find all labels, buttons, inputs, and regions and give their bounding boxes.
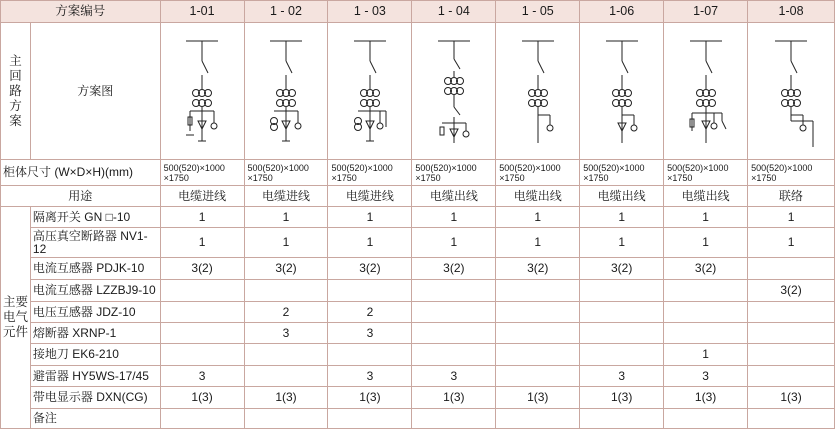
scheme-number: 1 - 04 [412, 1, 496, 23]
component-qty [244, 344, 328, 366]
scheme-number: 1-07 [664, 1, 748, 23]
scheme-number: 1-08 [748, 1, 835, 23]
single-line-diagram-icon [256, 31, 316, 151]
component-qty [580, 280, 664, 302]
component-qty [748, 302, 835, 323]
component-qty [328, 280, 412, 302]
scheme-number: 1-06 [580, 1, 664, 23]
scheme-diagram [580, 23, 664, 160]
scheme-number: 1 - 05 [496, 1, 580, 23]
size-value: 500(520)×1000 ×1750 [580, 160, 664, 186]
component-qty: 3 [328, 366, 412, 387]
component-qty [160, 323, 244, 344]
component-qty [328, 409, 412, 429]
component-qty: 3 [412, 366, 496, 387]
component-qty [748, 323, 835, 344]
size-value: 500(520)×1000 ×1750 [496, 160, 580, 186]
usage-value: 电缆出线 [412, 186, 496, 207]
component-qty [412, 344, 496, 366]
component-qty: 1 [664, 228, 748, 258]
component-name: 避雷器 HY5WS-17/45 [30, 366, 160, 387]
component-qty [244, 366, 328, 387]
size-value: 500(520)×1000 ×1750 [244, 160, 328, 186]
usage-value: 电缆出线 [580, 186, 664, 207]
component-qty: 3 [328, 323, 412, 344]
component-qty: 1(3) [412, 387, 496, 409]
component-qty [580, 409, 664, 429]
table-row [1, 344, 835, 366]
component-qty: 3 [160, 366, 244, 387]
component-qty: 1(3) [580, 387, 664, 409]
scheme-diagram [664, 23, 748, 160]
usage-value: 电缆进线 [328, 186, 412, 207]
component-name: 带电显示器 DXN(CG) [30, 387, 160, 409]
component-qty: 3(2) [748, 280, 835, 302]
component-qty: 3(2) [580, 258, 664, 280]
component-qty: 3 [664, 366, 748, 387]
component-qty [496, 409, 580, 429]
remarks-label: 备注 [30, 409, 160, 429]
scheme-diagram [748, 23, 835, 160]
diagram-row [1, 23, 835, 160]
component-name: 接地刀 EK6-210 [30, 344, 160, 366]
component-qty: 1 [748, 207, 835, 228]
component-qty: 1(3) [748, 387, 835, 409]
size-value: 500(520)×1000 ×1750 [328, 160, 412, 186]
table-row [1, 207, 835, 228]
scheme-diagram [328, 23, 412, 160]
component-qty [412, 323, 496, 344]
table-row [1, 323, 835, 344]
component-qty: 1 [496, 207, 580, 228]
component-qty: 3(2) [412, 258, 496, 280]
scheme-number: 1-01 [160, 1, 244, 23]
component-qty: 1 [664, 207, 748, 228]
single-line-diagram-icon [676, 31, 736, 151]
component-qty: 1 [412, 228, 496, 258]
table-row [1, 258, 835, 280]
single-line-diagram-icon [424, 31, 484, 151]
component-qty [160, 302, 244, 323]
component-qty [580, 344, 664, 366]
component-qty: 2 [244, 302, 328, 323]
component-name: 隔离开关 GN □-10 [30, 207, 160, 228]
table-row [1, 302, 835, 323]
component-qty: 1 [244, 228, 328, 258]
usage-row [1, 186, 835, 207]
scheme-diagram [244, 23, 328, 160]
component-qty [160, 344, 244, 366]
component-qty: 1 [748, 228, 835, 258]
component-qty [412, 302, 496, 323]
size-value: 500(520)×1000 ×1750 [412, 160, 496, 186]
component-qty [328, 344, 412, 366]
component-qty: 1 [664, 344, 748, 366]
component-qty: 3(2) [244, 258, 328, 280]
component-qty: 3(2) [496, 258, 580, 280]
component-qty: 1 [328, 207, 412, 228]
component-qty [496, 323, 580, 344]
scheme-diagram [412, 23, 496, 160]
component-qty: 3(2) [328, 258, 412, 280]
component-qty [160, 280, 244, 302]
component-qty [160, 409, 244, 429]
component-qty [244, 409, 328, 429]
component-name: 电流互感器 PDJK-10 [30, 258, 160, 280]
component-qty: 1 [244, 207, 328, 228]
size-value: 500(520)×1000 ×1750 [748, 160, 835, 186]
diagram-label: 方案图 [30, 23, 160, 160]
component-qty [664, 302, 748, 323]
scheme-diagram [496, 23, 580, 160]
component-qty [748, 258, 835, 280]
component-qty [412, 409, 496, 429]
component-qty: 1(3) [244, 387, 328, 409]
component-qty: 1 [580, 207, 664, 228]
table-row [1, 409, 835, 429]
component-name: 高压真空断路器 NV1-12 [30, 228, 160, 258]
component-qty: 1 [580, 228, 664, 258]
component-qty [412, 280, 496, 302]
usage-value: 电缆进线 [244, 186, 328, 207]
scheme-number: 1 - 03 [328, 1, 412, 23]
table-row [1, 387, 835, 409]
component-qty: 1(3) [496, 387, 580, 409]
component-qty: 3(2) [160, 258, 244, 280]
size-label: 柜体尺寸 (W×D×H)(mm) [1, 160, 161, 186]
component-qty [748, 344, 835, 366]
component-qty [748, 366, 835, 387]
component-qty: 2 [328, 302, 412, 323]
component-qty: 1 [160, 228, 244, 258]
single-line-diagram-icon [761, 31, 821, 151]
component-qty [496, 344, 580, 366]
component-qty [580, 302, 664, 323]
component-qty [664, 323, 748, 344]
component-qty: 1(3) [664, 387, 748, 409]
component-qty [496, 366, 580, 387]
component-qty: 3 [244, 323, 328, 344]
table-row [1, 280, 835, 302]
component-qty: 3 [580, 366, 664, 387]
scheme-number: 1 - 02 [244, 1, 328, 23]
component-qty: 1(3) [160, 387, 244, 409]
usage-value: 电缆出线 [664, 186, 748, 207]
size-value: 500(520)×1000 ×1750 [664, 160, 748, 186]
component-name: 熔断器 XRNP-1 [30, 323, 160, 344]
component-qty [664, 409, 748, 429]
size-value: 500(520)×1000 ×1750 [160, 160, 244, 186]
header-row [1, 1, 835, 23]
scheme-number-label: 方案编号 [1, 1, 161, 23]
usage-value: 电缆出线 [496, 186, 580, 207]
single-line-diagram-icon [172, 31, 232, 151]
component-qty [496, 280, 580, 302]
table-row [1, 366, 835, 387]
size-row [1, 160, 835, 186]
component-qty: 1 [328, 228, 412, 258]
component-qty [664, 280, 748, 302]
component-qty: 1(3) [328, 387, 412, 409]
component-name: 电流互感器 LZZBJ9-10 [30, 280, 160, 302]
table-row [1, 228, 835, 258]
component-name: 电压互感器 JDZ-10 [30, 302, 160, 323]
components-group-label: 主要 电气 元件 [1, 207, 31, 429]
single-line-diagram-icon [508, 31, 568, 151]
component-qty [244, 280, 328, 302]
component-qty: 1 [412, 207, 496, 228]
component-qty [496, 302, 580, 323]
single-line-diagram-icon [340, 31, 400, 151]
single-line-diagram-icon [592, 31, 652, 151]
main-circuit-label: 主 回 路 方 案 [1, 23, 31, 160]
scheme-diagram [160, 23, 244, 160]
component-qty [748, 409, 835, 429]
usage-value: 电缆进线 [160, 186, 244, 207]
component-qty: 1 [496, 228, 580, 258]
component-qty [580, 323, 664, 344]
component-qty: 1 [160, 207, 244, 228]
component-qty: 3(2) [664, 258, 748, 280]
usage-value: 联络 [748, 186, 835, 207]
usage-label: 用途 [1, 186, 161, 207]
